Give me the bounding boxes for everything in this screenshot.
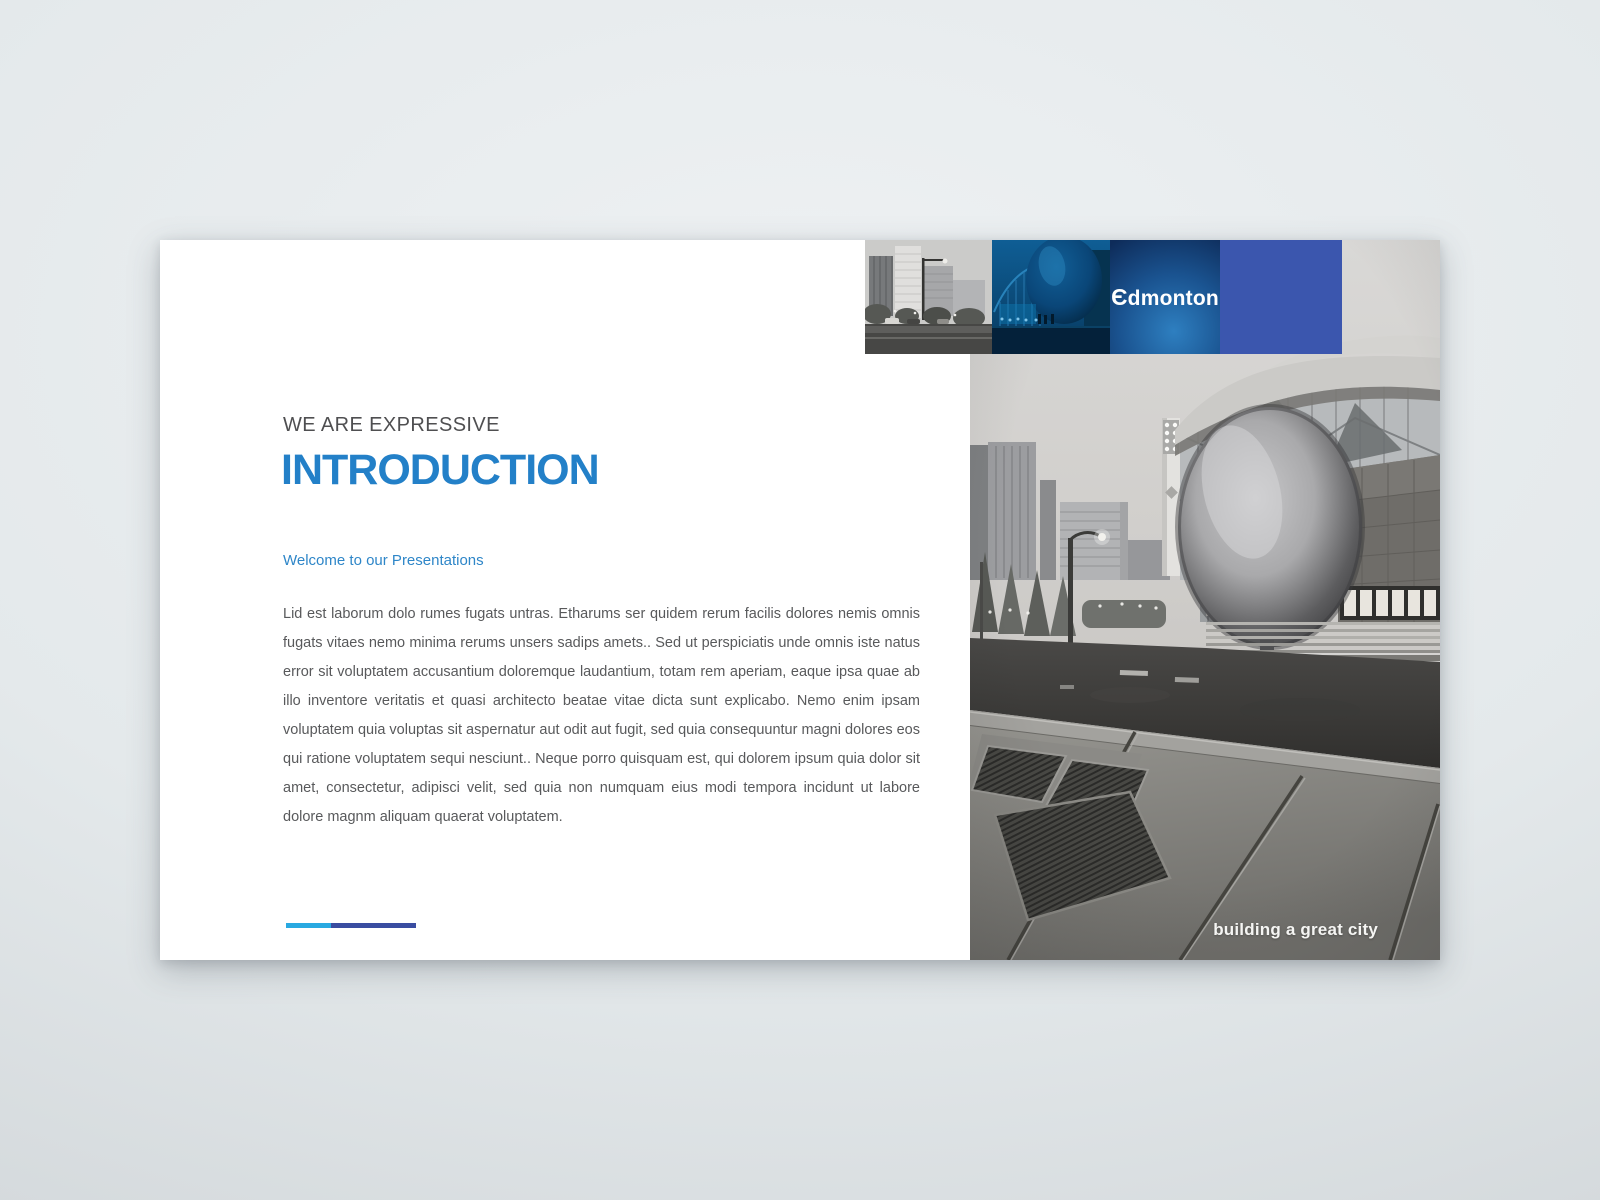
header-strip — [865, 240, 1342, 354]
edmonton-logo-glyph: Є — [1111, 283, 1128, 310]
edmonton-logo-text: dmonton — [1127, 286, 1219, 310]
strip-tile-gallery-photo-blue — [992, 240, 1110, 354]
strip-tile-city-street-photo — [865, 240, 992, 354]
strip-tile-solid-blue — [1220, 240, 1342, 354]
strip-tile-edmonton-logo — [1110, 240, 1220, 354]
slide-title: INTRODUCTION — [281, 446, 599, 494]
presentation-slide — [160, 240, 1440, 960]
gallery-blue-illustration — [992, 240, 1110, 354]
subtitle-text: Welcome to our Presentations — [283, 552, 484, 569]
progress-segment-dark — [331, 923, 416, 928]
body-paragraph: Lid est laborum dolo rumes fugats untras. Etharums ser quidem rerum facilis dolores nemis omnis fugats vitaes nemo minima rerums unsers sadips amets.. Sed ut perspiciatis unde omnis iste natus error sit voluptatem accusantium doloremque laudantium, totam rem aperiam, eaque ipsa quae ab illo inventore veritatis et quasi architecto beatae vitae dicta sunt explicabo. Nemo enim ipsam voluptatem quia voluptas sit aspernatur aut odit aut fugit, sed quia consequuntur magni dolores eos qui ratione voluptatem sequi nesciunt.. Neque porro quisquam est, qui dolorem ipsum quia dolor sit amet, consectetur, adipisci velit, sed quia non numquam eius modi tempora incidunt ut labore dolore magnm aliquam quaerat voluptatem. — [283, 605, 920, 825]
edmonton-logo — [1111, 284, 1219, 311]
progress-segment-light — [286, 923, 331, 928]
kicker-text: WE ARE EXPRESSIVE — [283, 414, 500, 436]
street-corner-illustration — [865, 240, 992, 354]
progress-divider — [286, 923, 416, 928]
photo-caption: building a great city — [1213, 920, 1378, 939]
